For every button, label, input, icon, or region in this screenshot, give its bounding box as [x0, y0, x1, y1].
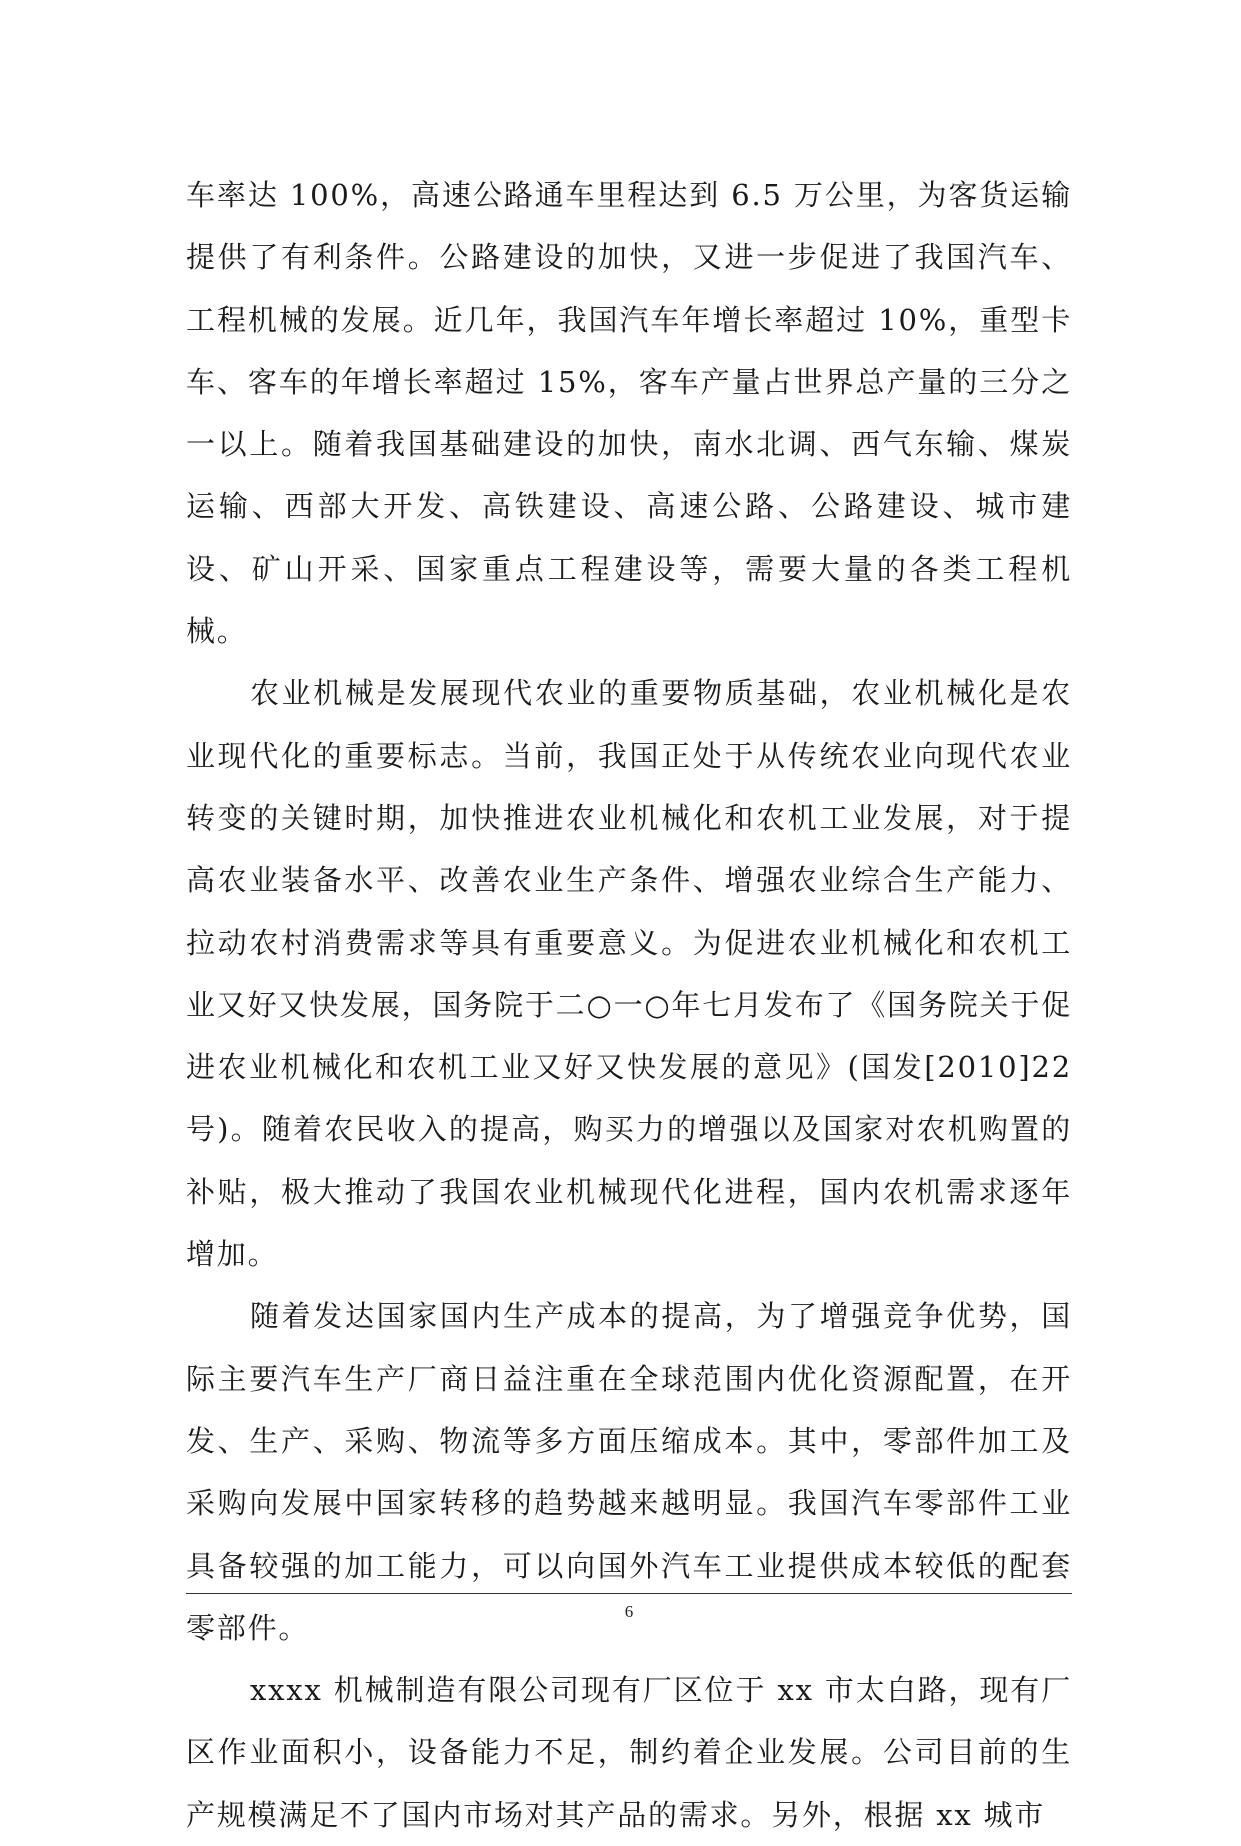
paragraph-auto-parts: 随着发达国家国内生产成本的提高，为了增强竞争优势，国际主要汽车生产厂商日益注重在全球范围内优化资源配置，在开发、生产、采购、物流等多方面压缩成本。其中，零部件加工及采购向发展中国家转移的趋势越来越明显。我国汽车零部件工业具备较强的加工能力，可以向国外汽车工业提供成本较低的配套零部件。	[186, 1299, 1072, 1645]
page-number: 6	[624, 1602, 634, 1621]
paragraph-continued: 车率达 100%，高速公路通车里程达到 6.5 万公里，为客货运输提供了有利条件。公路建设的加快，又进一步促进了我国汽车、工程机械的发展。近几年，我国汽车年增长率超过 10%，重型卡车、客车的年增长率超过 15%，客车产量占世界总产量的三分之一以上。随着我国基础建设的加快，南水北调、西气东输、煤炭运输、西部大开发、高铁建设、高速公路、公路建设、城市建设、矿山开采、国家重点工程建设等，需要大量的各类工程机械。	[186, 178, 1072, 649]
footer-divider	[186, 1593, 1072, 1594]
paragraph-agricultural-machinery: 农业机械是发展现代农业的重要物质基础，农业机械化是农业现代化的重要标志。当前，我国正处于从传统农业向现代农业转变的关键时期，加快推进农业机械化和农机工业发展，对于提高农业装备水平、改善农业生产条件、增强农业综合生产能力、拉动农村消费需求等具有重要意义。为促进农业机械化和农机工业又好又快发展，国务院于二○一○年七月发布了《国务院关于促进农业机械化和农机工业又好又快发展的意见》(国发[2010]22号)。随着农民收入的提高，购买力的增强以及国家对农机购置的补贴，极大推动了我国农业机械现代化进程，国内农机需求逐年增加。	[186, 676, 1072, 1272]
paragraph-company: xxxx 机械制造有限公司现有厂区位于 xx 市太白路，现有厂区作业面积小，设备能力不足，制约着企业发展。公司目前的生产规模满足不了国内市场对其产品的需求。另外，根据 xx 城市	[186, 1673, 1072, 1832]
